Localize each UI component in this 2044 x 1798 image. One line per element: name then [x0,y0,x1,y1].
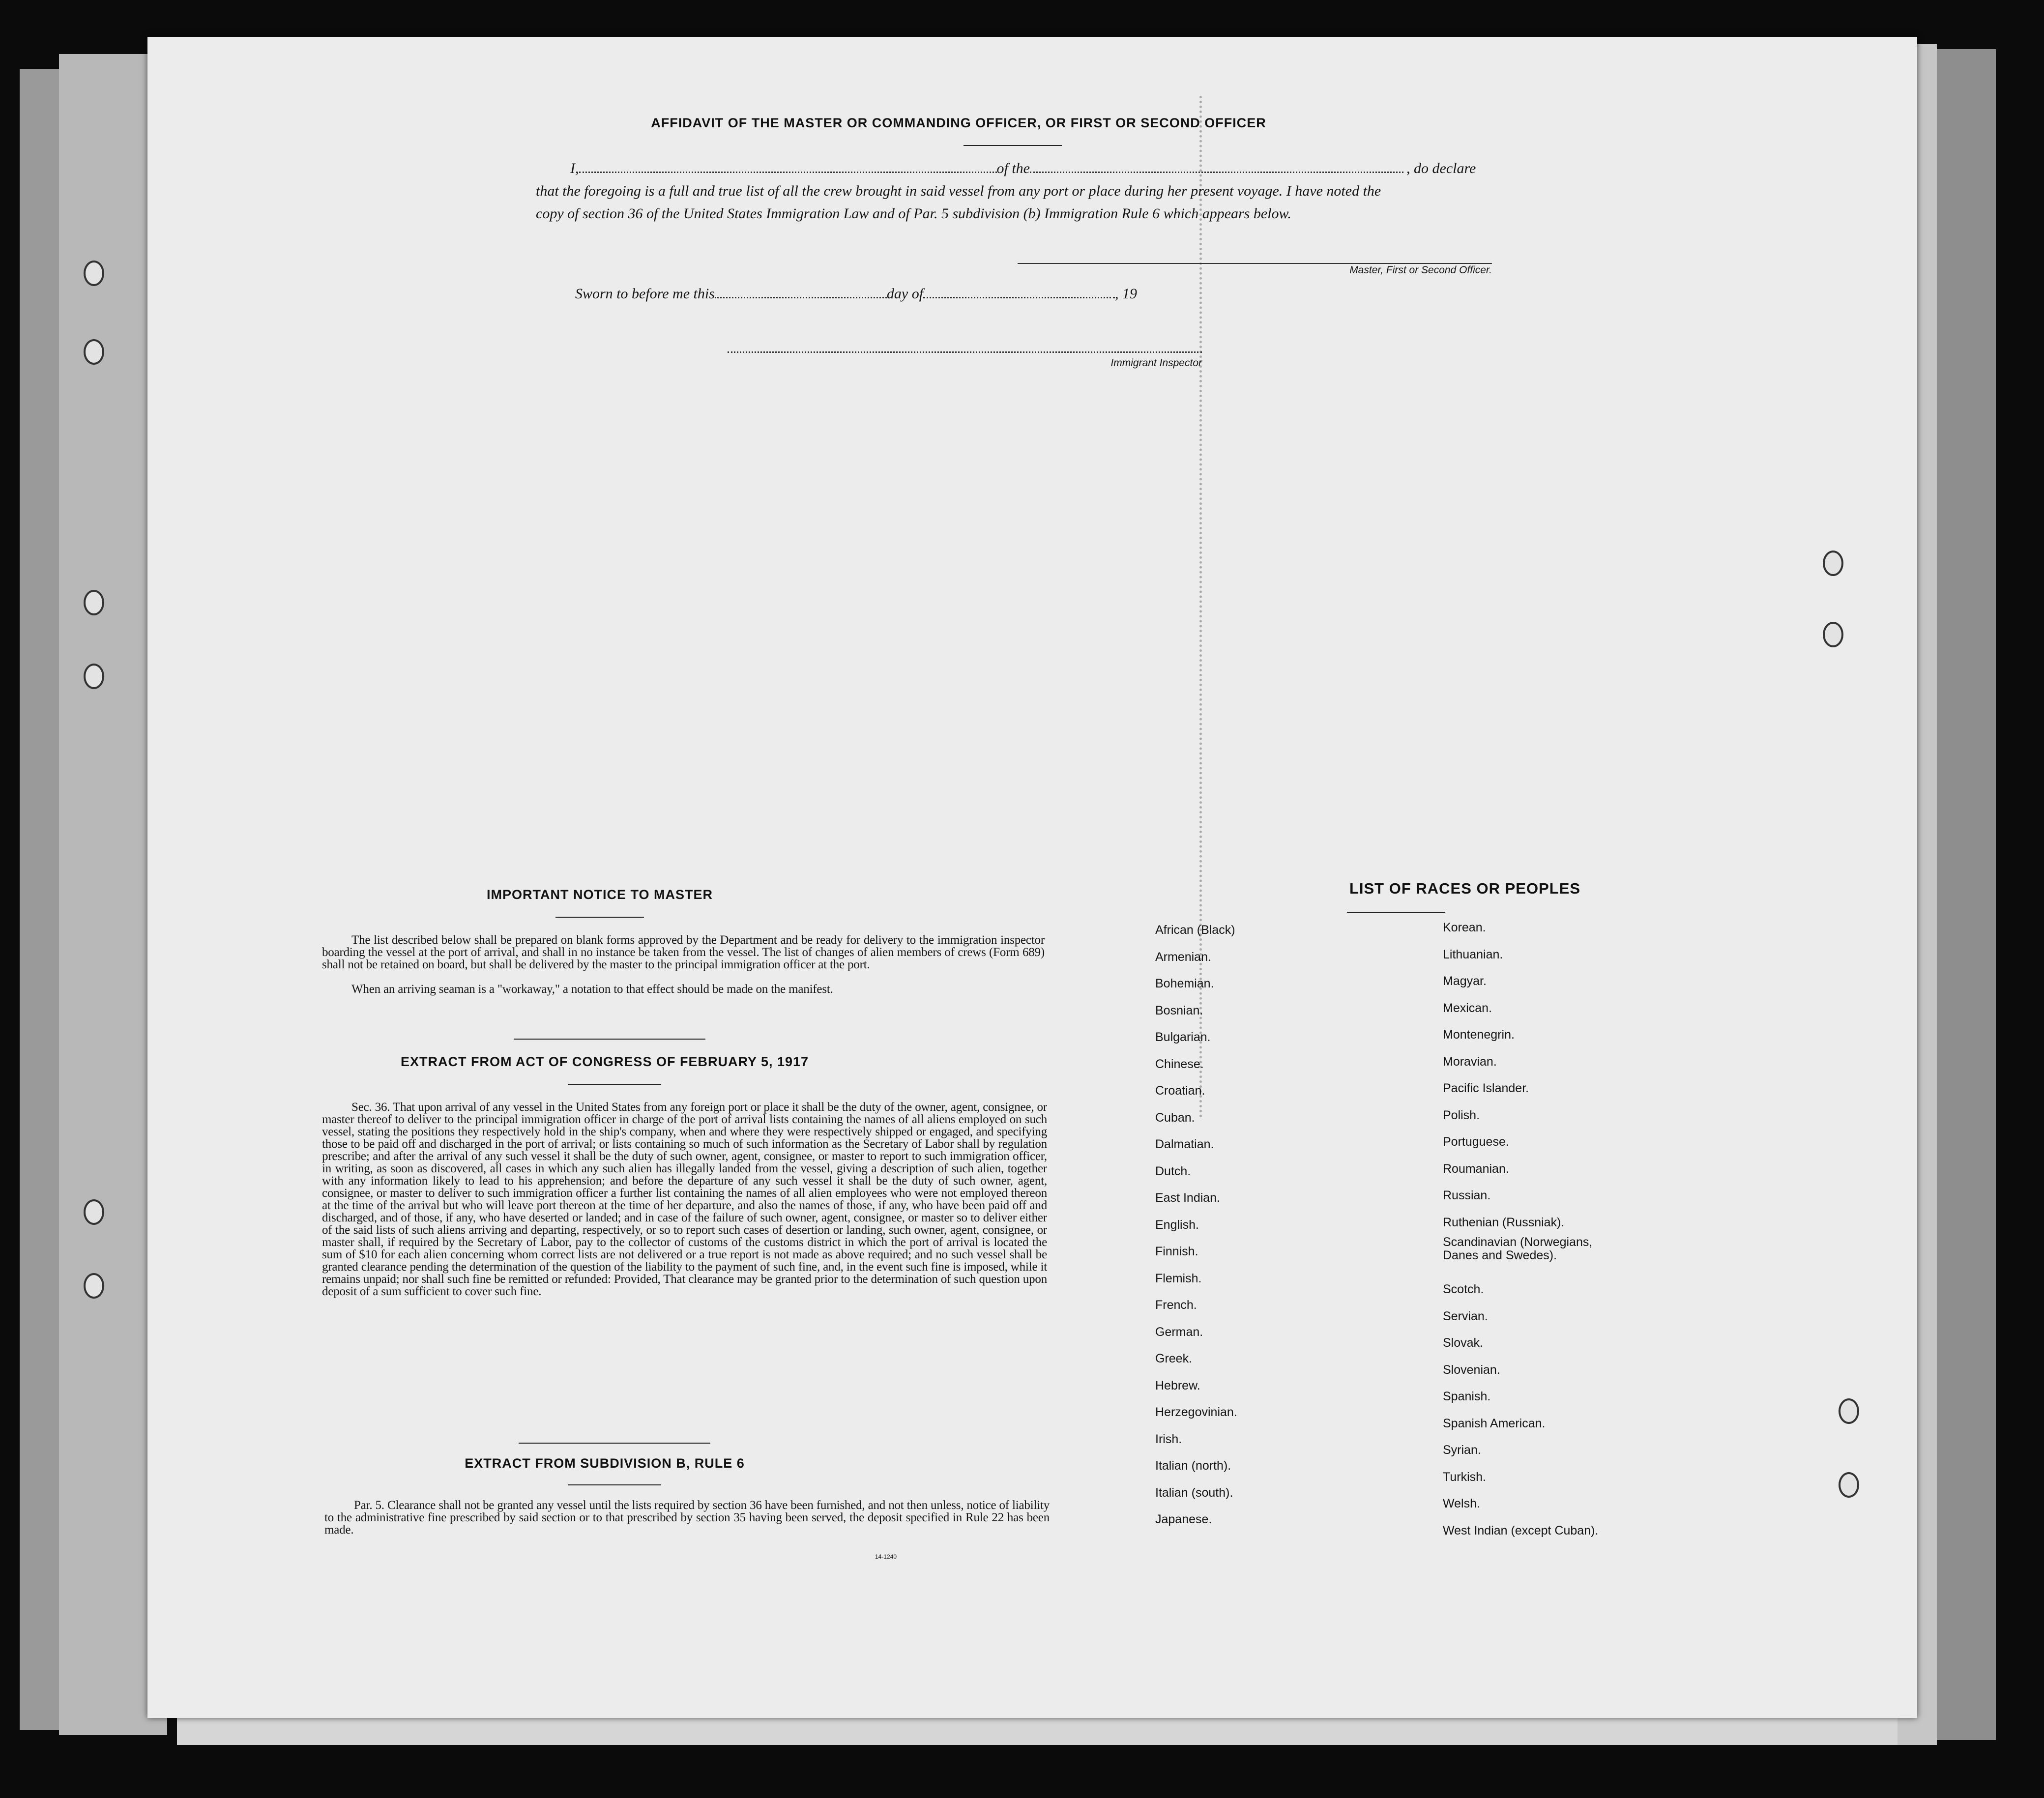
race-item: East Indian. [1155,1191,1221,1205]
divider [519,1443,710,1444]
divider [568,1484,661,1485]
declaration-line-3: copy of section 36 of the United States Immigration Law and of Par. 5 subdivision (b) Immigration Rule 6 which appears below. [536,205,1291,222]
race-item: Herzegovinian. [1155,1405,1237,1419]
page-punch-hole [1839,1398,1859,1424]
affidavit-declaration [536,157,1647,225]
race-item: Syrian. [1443,1443,1481,1457]
race-item: Italian (south). [1155,1485,1233,1500]
notice-paragraph-2: When an arriving seaman is a "workaway," a notation to that effect should be made on the manifest. [351,983,833,996]
divider [555,917,644,918]
binder-hole [84,1273,104,1299]
races-left-column [1155,917,1401,1533]
sworn-day-blank[interactable] [715,297,887,298]
page-punch-hole [1823,622,1843,647]
extract-rule-text: Par. 5. Clearance shall not be granted any vessel until the lists required by section 36 have been furnished, and not then unless, notice of liability to the administrative fine prescribed by said section or to that prescribed by section 35 having been served, the deposit specified in Rule 22 has been made. [324,1499,1050,1537]
race-item: Finnish. [1155,1245,1198,1258]
race-item: Irish. [1155,1432,1182,1446]
vessel-blank[interactable] [1030,172,1403,173]
sworn-month-blank[interactable] [923,297,1115,298]
race-item: Croatian. [1155,1084,1205,1098]
divider [964,145,1062,146]
race-item: Chinese. [1155,1057,1204,1071]
race-item: African (Black) [1155,923,1235,937]
race-item: Pacific Islander. [1443,1081,1529,1095]
form-page [147,37,1917,1718]
race-item: Spanish American. [1443,1416,1546,1430]
race-item: Servian. [1443,1309,1488,1323]
race-item: Spanish. [1443,1390,1491,1403]
race-item: Mexican. [1443,1001,1492,1015]
race-item: Japanese. [1155,1512,1212,1526]
race-item: Dalmatian. [1155,1137,1214,1151]
race-item: Bohemian. [1155,977,1214,990]
extract-act-title: EXTRACT FROM ACT OF CONGRESS OF FEBRUARY 5, 1917 [400,1054,809,1069]
inspector-signature-line[interactable] [728,351,1202,353]
declaration-line-2: that the foregoing is a full and true list of all the crew brought in said vessel from any port or place during her present voyage. I have noted the [536,183,1381,199]
races-right-column [1443,914,1698,1544]
affidavit-title: AFFIDAVIT OF THE MASTER OR COMMANDING OFFICER, OR FIRST OR SECOND OFFICER [651,116,1266,130]
race-item: Flemish. [1155,1271,1202,1285]
race-item: Armenian. [1155,950,1211,964]
notice-paragraph-1: The list described below shall be prepared on blank forms approved by the Department and be ready for delivery to the immigration inspector boarding the vessel at the port of arrival, and shall in no instance be taken from the vessel. The list of changes of alien members of crews (Form 689) shall not be retained on board, but shall be delivered by the master to the principal immigration officer at the port. [322,933,1045,971]
name-blank[interactable] [579,172,997,173]
race-item: German. [1155,1325,1203,1339]
i-label: I, [570,160,579,176]
race-item: Portuguese. [1443,1135,1509,1149]
race-item: French. [1155,1298,1197,1312]
race-item: West Indian (except Cuban). [1443,1523,1599,1537]
declaration-line-1 [536,157,1647,180]
race-item: Magyar. [1443,974,1487,988]
race-item: Ruthenian (Russniak). [1443,1215,1565,1229]
sworn-label: Sworn to before me this [575,286,715,302]
race-item: Scotch. [1443,1282,1484,1296]
race-item: Slovak. [1443,1336,1483,1350]
day-of-label: day of [886,286,924,302]
sworn-line [575,283,1137,305]
races-title: LIST OF RACES OR PEOPLES [1349,880,1581,897]
year-prefix: , 19 [1115,286,1138,302]
binder-hole [84,261,104,286]
race-item: Lithuanian. [1443,947,1503,961]
page-punch-hole [1823,551,1843,576]
race-item: Montenegrin. [1443,1028,1515,1042]
race-item: Italian (north). [1155,1459,1231,1473]
race-item: Cuban. [1155,1110,1195,1125]
inspector-caption: Immigrant Inspector [1110,357,1202,369]
binder-hole [84,339,104,365]
divider [568,1084,661,1085]
race-item: Welsh. [1443,1497,1480,1510]
race-item: Korean. [1443,921,1486,934]
race-item: Bosnian. [1155,1003,1203,1017]
race-item: Russian. [1443,1189,1491,1202]
do-declare-label: , do declare [1406,160,1476,176]
extract-rule-title: EXTRACT FROM SUBDIVISION B, RULE 6 [465,1456,745,1471]
binder-hole [84,1199,104,1225]
race-item: Slovenian. [1443,1363,1500,1377]
officer-signature-caption: Master, First or Second Officer. [1349,264,1492,276]
race-item: Bulgarian. [1155,1030,1211,1044]
page-punch-hole [1839,1472,1859,1498]
binder-hole [84,664,104,689]
race-item: Polish. [1443,1108,1480,1122]
race-item: Greek. [1155,1352,1193,1365]
binder-hole [84,590,104,615]
race-item: Dutch. [1155,1164,1191,1178]
race-item: Turkish. [1443,1470,1486,1484]
divider [1347,912,1445,913]
officer-signature-line[interactable] [1018,263,1492,264]
race-item: Roumanian. [1443,1161,1509,1176]
divider [514,1039,705,1040]
race-item: Moravian. [1443,1054,1497,1069]
notice-title: IMPORTANT NOTICE TO MASTER [487,887,713,902]
of-the-label: of the [996,160,1030,176]
race-item: English. [1155,1218,1199,1232]
race-item: Scandinavian (Norwegians, Danes and Swedes). [1443,1235,1593,1262]
race-item: Hebrew. [1155,1378,1200,1392]
extract-act-text: Sec. 36. That upon arrival of any vessel in the United States from any foreign port or place it shall be the duty of the owner, agent, consignee, or master thereof to deliver to the principal immigration officer in charge of the port of arrival lists containing the names of all aliens employed on such vessel, stating the positions they respectively hold in the ship's company, when and where they were respectively shipped or engaged, and specifying those to be paid off and discharged in the port of arrival; or lists containing so much of such information as the Secretary of Labor shall by regulation prescribe; and after the arrival of any such vessel it shall be the duty of such owner, agent, consignee, or master to report to such immigration officer, in writing, as soon as discovered, all cases in which any such alien has illegally landed from the vessel, giving a description of such alien, together with any information likely to lead to his apprehension; and before the departure of any such vessel it shall be the duty of such owner, agent, consignee, or master to deliver to such immigration officer a further list containing the names of all alien employees who were not employed thereon at the time of the arrival but who will leave port thereon at the time of her departure, and also the names of those, if any, who have been paid off and discharged, and of those, if any, who have deserted or landed; and in case of the failure of such owner, agent, consignee, or master so to deliver either of the said lists of such aliens arriving and departing, respectively, or so to report such cases of desertion or landing, such owner, agent, consignee, or master shall, if required by the Secretary of Labor, pay to the collector of customs of the customs district in which the port of arrival is located the sum of $10 for each alien concerning whom correct lists are not delivered or a true report is not made as above required; and no such vessel shall be granted clearance pending the determination of the question of the liability to the payment of such fine, and, in the event such fine is imposed, while it remains unpaid; nor shall such fine be remitted or refunded: Provided, That clearance may be granted prior to the determination of such question upon deposit of a sum sufficient to cover such fine. [322,1101,1047,1298]
form-number: 14-1240 [875,1553,897,1560]
